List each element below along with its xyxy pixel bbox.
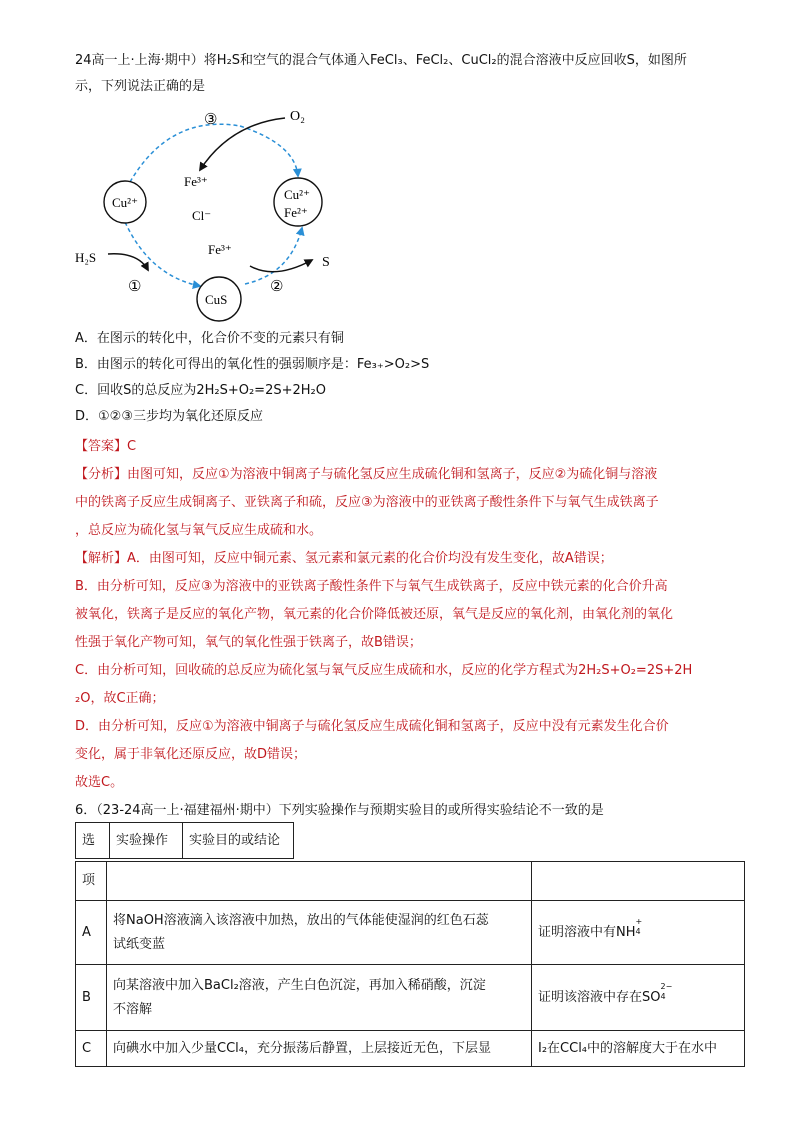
row-conclusion: I₂在CCl₄中的溶解度大于在水中 bbox=[538, 1040, 718, 1056]
cl-label: Cl⁻ bbox=[192, 208, 212, 223]
header-conclusion: 实验目的或结论 bbox=[183, 823, 294, 859]
cu2-label: Cu²⁺ bbox=[112, 195, 138, 210]
table-row bbox=[76, 862, 745, 901]
h2s-arrow bbox=[108, 254, 148, 270]
row-operation-line-2: 试纸变蓝 bbox=[113, 936, 166, 952]
explanation-line-2: B．由分析可知，反应③为溶液中的亚铁离子酸性条件下与氧气生成铁离子，反应中铁元素的化合价升高 bbox=[75, 579, 668, 594]
option-c: C．回收S的总反应为2H₂S+O₂=2S+2H₂O bbox=[75, 383, 326, 398]
reaction-cycle-diagram bbox=[70, 104, 350, 324]
s-label: S bbox=[322, 255, 330, 270]
header-option: 选 bbox=[76, 823, 110, 859]
cu2-right-label: Cu²⁺ bbox=[284, 187, 310, 202]
analysis-line-2: 中的铁离子反应生成铜离子、亚铁离子和硫，反应③为溶液中的亚铁离子酸性条件下与氧气生成铁离子 bbox=[75, 495, 659, 510]
row-label: A bbox=[76, 901, 107, 965]
cycle-arc-top-right bbox=[240, 126, 298, 176]
ion-charge: 2− bbox=[660, 981, 673, 991]
row-operation-line-1: 向某溶液中加入BaCl₂溶液，产生白色沉淀，再加入稀硝酸，沉淀 bbox=[113, 977, 486, 993]
table-row bbox=[76, 1031, 745, 1067]
explanation-line-5: C．由分析可知，回收硫的总反应为硫化氢与氧气反应生成硫和水，反应的化学方程式为2H₂S+O₂=2S+2H bbox=[75, 663, 693, 678]
option-a: A．在图示的转化中，化合价不变的元素只有铜 bbox=[75, 331, 344, 346]
row-conclusion: 证明该溶液中存在SO bbox=[538, 989, 661, 1005]
experiment-table bbox=[75, 861, 745, 1067]
table-row bbox=[76, 965, 745, 1031]
option-d: D．①②③三步均为氧化还原反应 bbox=[75, 409, 263, 424]
option-b: B．由图示的转化可得出的氧化性的强弱顺序是：Fe₃₊>O₂>S bbox=[75, 357, 430, 372]
header-operation: 实验操作 bbox=[110, 823, 183, 859]
row-operation-line-2: 不溶解 bbox=[113, 1001, 153, 1017]
question-6-stem: 6．（23-24高一上·福建福州·期中）下列实验操作与预期实验目的或所得实验结论不一致的是 bbox=[75, 803, 604, 818]
fe3-top-label: Fe³⁺ bbox=[184, 174, 208, 189]
step-2-label: ② bbox=[270, 279, 284, 295]
cus-label: CuS bbox=[205, 292, 228, 307]
step-1-label: ① bbox=[128, 279, 142, 295]
explanation-line-4: 性强于氧化产物可知，氧气的氧化性强于铁离子，故B错误； bbox=[75, 635, 422, 650]
question-5-intro-line-1: 24高一上·上海·期中）将H₂S和空气的混合气体通入FeCl₃、FeCl₂、CuCl₂的混合溶液中反应回收S，如图所 bbox=[75, 53, 687, 68]
explanation-line-3: 被氧化，铁离子是反应的氧化产物，氧元素的化合价降低被还原，氧气是反应的氧化剂，由氧化剂的氧化 bbox=[75, 607, 674, 622]
cycle-arc-bottom-right bbox=[245, 228, 302, 284]
h2s-label: H₂S bbox=[75, 250, 97, 265]
ion-subscript: 4 bbox=[635, 926, 641, 936]
question-5-intro-line-2: 示，下列说法正确的是 bbox=[75, 79, 206, 94]
analysis-line-1: 【分析】由图可知，反应①为溶液中铜离子与硫化氢反应生成硫化铜和氢离子，反应②为硫化铜与溶液 bbox=[75, 467, 658, 482]
fe3-mid-label: Fe³⁺ bbox=[208, 242, 232, 257]
s-arrow bbox=[250, 260, 312, 272]
fe2-right-label: Fe²⁺ bbox=[284, 205, 308, 220]
experiment-header-table bbox=[75, 822, 294, 859]
explanation-line-9: 故选C。 bbox=[75, 775, 124, 790]
row-label: B bbox=[76, 965, 107, 1031]
row-operation-line-1: 向碘水中加入少量CCl₄，充分振荡后静置，上层接近无色，下层显 bbox=[113, 1040, 491, 1056]
row-conclusion: 证明溶液中有NH bbox=[538, 924, 636, 940]
header-option-cont: 项 bbox=[76, 862, 107, 901]
o2-label: O₂ bbox=[290, 109, 305, 124]
analysis-line-3: ，总反应为硫化氢与氧气反应生成硫和水。 bbox=[75, 523, 323, 538]
row-label: C bbox=[76, 1031, 107, 1067]
cycle-arc-left-bottom bbox=[125, 222, 200, 286]
answer: 【答案】C bbox=[75, 439, 137, 454]
step-3-label: ③ bbox=[204, 112, 218, 128]
explanation-line-1: 【解析】A．由图可知，反应中铜元素、氢元素和氯元素的化合价均没有发生变化，故A错误； bbox=[75, 551, 613, 566]
explanation-line-8: 变化，属于非氧化还原反应，故D错误； bbox=[75, 747, 307, 762]
table-row bbox=[76, 901, 745, 965]
row-operation-line-1: 将NaOH溶液滴入该溶液中加热，放出的气体能使湿润的红色石蕊 bbox=[113, 912, 489, 928]
explanation-line-6: ₂O，故C正确； bbox=[75, 691, 165, 706]
ion-subscript: 4 bbox=[660, 991, 666, 1001]
ion-charge: + bbox=[635, 916, 643, 926]
explanation-line-7: D．由分析可知，反应①为溶液中铜离子与硫化氢反应生成硫化铜和氢离子，反应中没有元素发生化合价 bbox=[75, 719, 669, 734]
